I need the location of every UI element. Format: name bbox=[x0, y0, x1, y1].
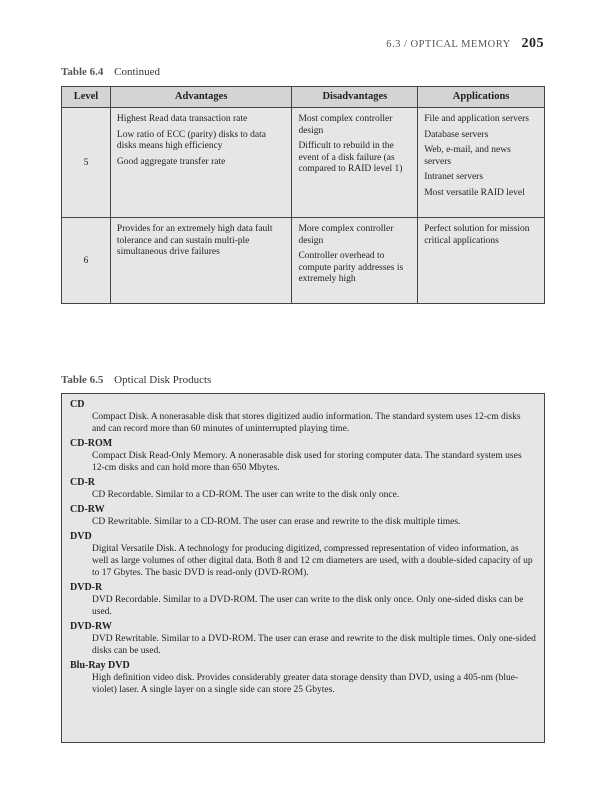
table-row bbox=[62, 108, 545, 218]
cell-line: Highest Read data transaction rate bbox=[116, 114, 248, 124]
cell-line: Good aggregate transfer rate bbox=[116, 156, 226, 167]
disadvantages-cell bbox=[292, 218, 418, 304]
cell-line: Most versatile RAID level bbox=[424, 187, 525, 198]
cell-line: Difficult to rebuild in the event of a disk failure (as compared to RAID level 1) bbox=[298, 141, 403, 174]
cell-line: Low ratio of ECC (parity) disks to data disks means high efficiency bbox=[116, 129, 266, 151]
list-item bbox=[70, 438, 536, 474]
raid-levels-table bbox=[61, 86, 545, 304]
list-item bbox=[70, 531, 536, 579]
table-6-4-caption bbox=[61, 66, 160, 78]
caption-label: Table 6.5 bbox=[61, 374, 104, 386]
column-header: Disadvantages bbox=[292, 87, 418, 108]
advantages-cell bbox=[110, 108, 292, 218]
product-term: CD bbox=[70, 399, 85, 410]
cell-line: File and application servers bbox=[424, 114, 529, 124]
caption-text: Optical Disk Products bbox=[114, 374, 212, 386]
product-definition: CD Recordable. Similar to a CD-ROM. The user can write to the disk only once. bbox=[92, 490, 400, 500]
advantages-cell bbox=[110, 218, 292, 304]
product-term: DVD-RW bbox=[70, 621, 112, 632]
cell-line: Database servers bbox=[424, 129, 489, 140]
optical-disk-products-table bbox=[61, 393, 545, 743]
caption-label: Table 6.4 bbox=[61, 66, 104, 78]
list-item bbox=[70, 477, 536, 501]
level-cell: 5 bbox=[62, 108, 111, 218]
table-header-row bbox=[62, 87, 545, 108]
list-item bbox=[70, 582, 536, 618]
product-definition: CD Rewritable. Similar to a CD-ROM. The user can erase and rewrite to the disk multiple times. bbox=[92, 517, 461, 527]
product-definition: Compact Disk Read-Only Memory. A nonerasable disk used for storing computer data. The standard system uses 12-cm disks and can hold more than 650 Mbytes. bbox=[92, 451, 522, 473]
product-definition: High definition video disk. Provides considerably greater data storage density than DVD, using a 405-nm (blue-violet) laser. A single layer on a single side can store 25 Gbytes. bbox=[92, 673, 519, 695]
list-item bbox=[70, 660, 536, 696]
running-head bbox=[386, 36, 544, 52]
list-item bbox=[70, 504, 536, 528]
level-cell: 6 bbox=[62, 218, 111, 304]
product-term: DVD-R bbox=[70, 582, 103, 593]
applications-cell bbox=[418, 108, 545, 218]
section-title: 6.3 / OPTICAL MEMORY bbox=[386, 39, 511, 50]
list-item bbox=[70, 399, 536, 435]
product-term: DVD bbox=[70, 531, 92, 542]
product-term: CD-RW bbox=[70, 504, 105, 515]
cell-line: Controller overhead to compute parity addresses is extremely high bbox=[298, 251, 404, 284]
product-term: CD-R bbox=[70, 477, 95, 488]
column-header: Applications bbox=[418, 87, 545, 108]
caption-text: Continued bbox=[114, 66, 160, 78]
product-term: Blu-Ray DVD bbox=[70, 660, 130, 671]
list-item bbox=[70, 621, 536, 657]
cell-line: Web, e-mail, and news servers bbox=[424, 145, 511, 167]
product-term: CD-ROM bbox=[70, 438, 113, 449]
column-header: Advantages bbox=[110, 87, 292, 108]
table-row bbox=[62, 218, 545, 304]
cell-line: Intranet servers bbox=[424, 172, 484, 182]
page-number: 205 bbox=[521, 36, 544, 51]
product-definition: DVD Rewritable. Similar to a DVD-ROM. The user can erase and rewrite to the disk multiple times. Only one-sided disks can be used. bbox=[92, 634, 536, 656]
cell-line: More complex controller design bbox=[298, 224, 394, 246]
cell-line: Most complex controller design bbox=[298, 114, 393, 136]
product-definition: Compact Disk. A nonerasable disk that stores digitized audio information. The standard system uses 12-cm disks and can record more than 60 minutes of uninterrupted playing time. bbox=[92, 412, 521, 434]
disadvantages-cell bbox=[292, 108, 418, 218]
applications-cell bbox=[418, 218, 545, 304]
cell-line: Provides for an extremely high data fault tolerance and can sustain multi-ple simultaneous drive failures bbox=[116, 224, 273, 257]
product-definition: Digital Versatile Disk. A technology for producing digitized, compressed representation of video information, as well as large volumes of other digital data. Both 8 and 12 cm diameters are used, with a double-sided capacity of up to 17 Gbytes. The basic DVD is read-only (DVD-ROM). bbox=[92, 544, 533, 578]
cell-line: Perfect solution for mission critical applications bbox=[424, 224, 530, 246]
product-definition: DVD Recordable. Similar to a DVD-ROM. The user can write to the disk only once. Only one-sided disks can be used. bbox=[92, 595, 524, 617]
table-6-5-caption bbox=[61, 374, 211, 386]
column-header: Level bbox=[62, 87, 111, 108]
